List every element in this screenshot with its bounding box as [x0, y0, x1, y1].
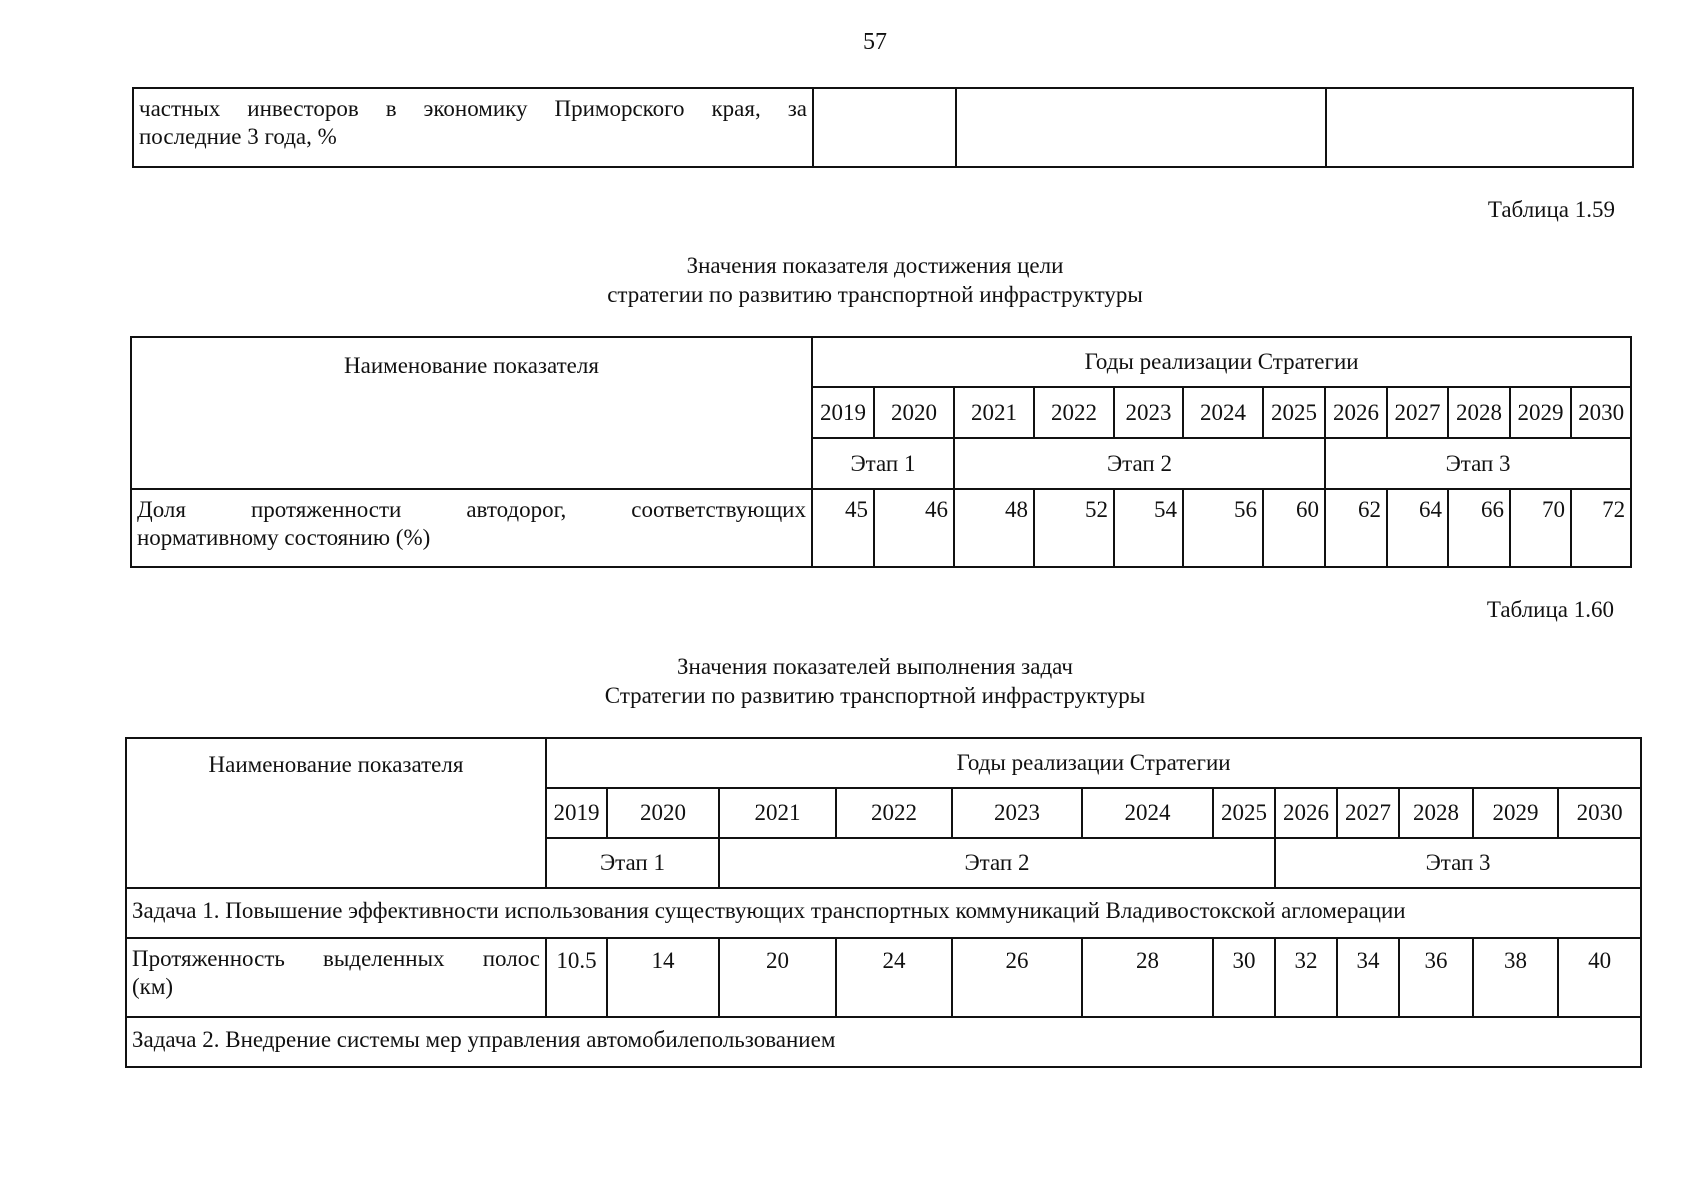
- page-number: 57: [863, 29, 887, 55]
- value-cell: 48: [954, 489, 1034, 567]
- table-title-1-59-line2: стратегии по развитию транспортной инфраструктуры: [607, 282, 1143, 307]
- task-row-1: Задача 1. Повышение эффективности использования существующих транспортных коммуникаций Владивостокской агломерации: [126, 888, 1641, 938]
- row-label-line2: нормативному состоянию (%): [137, 524, 431, 550]
- value-cell: 46: [874, 489, 954, 567]
- value-cell: 72: [1571, 489, 1631, 567]
- row-label: [131, 489, 812, 567]
- year-header: 2026: [1325, 387, 1387, 438]
- header-name: Наименование показателя: [344, 353, 599, 378]
- value-cell: 38: [1473, 938, 1558, 1017]
- table-label-1-60: Таблица 1.60: [1486, 597, 1614, 622]
- continuation-text-line2: последние 3 года, %: [139, 123, 337, 149]
- year-header: 2025: [1263, 387, 1325, 438]
- year-header: 2023: [1114, 387, 1183, 438]
- value-cell: 14: [607, 938, 719, 1017]
- table-title-1-59-line1: Значения показателя достижения цели: [686, 253, 1064, 278]
- value-cell: 10.5: [546, 938, 607, 1017]
- value-cell: 64: [1387, 489, 1448, 567]
- year-header: 2022: [1034, 387, 1114, 438]
- year-header: 2025: [1213, 788, 1275, 838]
- year-header: 2028: [1448, 387, 1510, 438]
- year-header: 2029: [1510, 387, 1571, 438]
- value-cell: 32: [1275, 938, 1337, 1017]
- year-header: 2021: [719, 788, 836, 838]
- row-label-line1: Протяженность выделенных полос: [132, 946, 540, 971]
- value-cell: 24: [836, 938, 952, 1017]
- row-label-line1: Доля протяженности автодорог, соответствующих: [137, 497, 806, 522]
- table-title-1-60-line2: Стратегии по развитию транспортной инфраструктуры: [604, 683, 1146, 708]
- header-years: Годы реализации Стратегии: [812, 337, 1631, 387]
- year-header: 2019: [812, 387, 874, 438]
- year-header: 2024: [1183, 387, 1263, 438]
- year-header: 2028: [1399, 788, 1473, 838]
- value-cell: 28: [1082, 938, 1213, 1017]
- table-title-1-59: [0, 251, 1696, 309]
- year-header: 2022: [836, 788, 952, 838]
- value-cell: 36: [1399, 938, 1473, 1017]
- year-header: 2030: [1558, 788, 1641, 838]
- stage-header: Этап 1: [546, 838, 719, 888]
- stage-header: Этап 2: [954, 438, 1325, 489]
- header-years: Годы реализации Стратегии: [546, 738, 1641, 788]
- header-name-cell: [131, 337, 812, 489]
- value-cell: 30: [1213, 938, 1275, 1017]
- year-header: 2020: [874, 387, 954, 438]
- table-1-60: [125, 737, 1642, 1068]
- table-1-59: [130, 336, 1632, 568]
- year-header: 2026: [1275, 788, 1337, 838]
- row-label-line2: (км): [132, 973, 174, 999]
- header-name: Наименование показателя: [208, 752, 464, 777]
- value-cell: 62: [1325, 489, 1387, 567]
- table-title-1-60-line1: Значения показателей выполнения задач: [677, 654, 1073, 679]
- continuation-cell-text: [133, 88, 813, 167]
- year-header: 2019: [546, 788, 607, 838]
- value-cell: 66: [1448, 489, 1510, 567]
- stage-header: Этап 2: [719, 838, 1275, 888]
- continuation-cell-empty: [813, 88, 956, 167]
- value-cell: 54: [1114, 489, 1183, 567]
- year-header: 2024: [1082, 788, 1213, 838]
- continuation-cell-empty: [956, 88, 1326, 167]
- task-row-2: Задача 2. Внедрение системы мер управления автомобилепользованием: [126, 1017, 1641, 1067]
- continuation-table: [132, 87, 1634, 168]
- continuation-text-line1: частных инвесторов в экономику Приморского края, за: [139, 96, 807, 121]
- value-cell: 40: [1558, 938, 1641, 1017]
- stage-header: Этап 1: [812, 438, 954, 489]
- value-cell: 45: [812, 489, 874, 567]
- year-header: 2020: [607, 788, 719, 838]
- value-cell: 20: [719, 938, 836, 1017]
- row-label: [126, 938, 546, 1017]
- continuation-cell-empty: [1326, 88, 1633, 167]
- year-header: 2023: [952, 788, 1082, 838]
- year-header: 2027: [1337, 788, 1399, 838]
- year-header: 2029: [1473, 788, 1558, 838]
- value-cell: 52: [1034, 489, 1114, 567]
- value-cell: 34: [1337, 938, 1399, 1017]
- value-cell: 70: [1510, 489, 1571, 567]
- year-header: 2027: [1387, 387, 1448, 438]
- stage-header: Этап 3: [1325, 438, 1631, 489]
- value-cell: 56: [1183, 489, 1263, 567]
- table-title-1-60: [0, 652, 1696, 710]
- header-name-cell: [126, 738, 546, 888]
- table-label-1-59: Таблица 1.59: [1487, 197, 1615, 222]
- value-cell: 26: [952, 938, 1082, 1017]
- value-cell: 60: [1263, 489, 1325, 567]
- year-header: 2030: [1571, 387, 1631, 438]
- stage-header: Этап 3: [1275, 838, 1641, 888]
- year-header: 2021: [954, 387, 1034, 438]
